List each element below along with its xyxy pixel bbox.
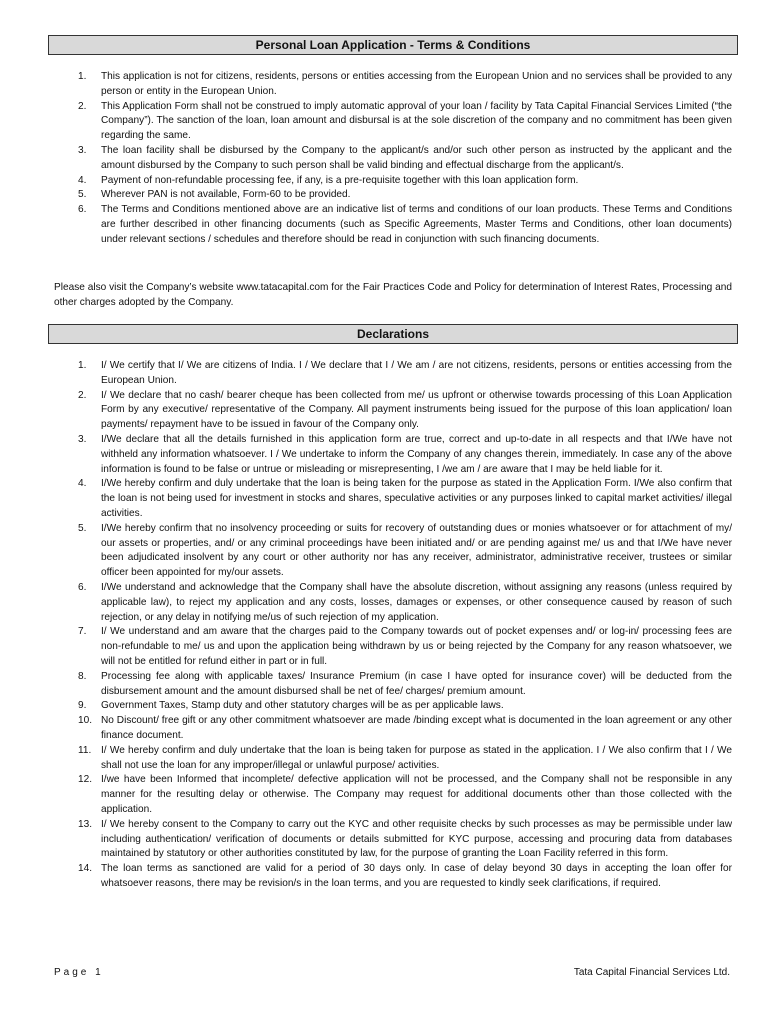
list-item-number: 5. [78,522,87,534]
list-item-text: Government Taxes, Stamp duty and other statutory charges will be as per applicable laws. [101,700,504,712]
list-item [54,581,732,625]
declarations-list [54,359,732,892]
list-item [54,70,732,100]
list-item-text: I/We understand and acknowledge that the Company shall have the absolute discretion, without assigning any reasons (unless required by applicable law), to reject my application and any costs, losses, damages or expenses, or other consequence caused by reason of such rejection, or any delay in notifying me/us of such rejection of my application. [101,581,732,623]
list-item [54,862,732,892]
list-item-number: 8. [78,670,87,682]
list-item [54,188,732,203]
list-item-text: The Terms and Conditions mentioned above are an indicative list of terms and conditions of our loan products. These Terms and Conditions are further described in other financing documents (such as Specific Agreements, Master Terms and Conditions, other loan documents) under relevant sections / schedules and therefore should be read in conjunction with such financing documents. [101,204,732,245]
list-item-text: I/ We hereby consent to the Company to carry out the KYC and other requisite checks by such processes as may be permissible under law including authentication/ verification of documents or details submitted for KYC purpose, accessing and procuring data from databases maintained by statutory or other authorities constituted by law, for the purpose of granting the Loan Facility referred in this form. [101,818,732,860]
list-item [54,359,732,389]
list-item-text: No Discount/ free gift or any other commitment whatsoever are made /binding except what is documented in the loan agreement or any other finance document. [101,715,732,741]
terms-section-title: Personal Loan Application - Terms & Conditions [48,35,738,55]
list-item-number: 11. [78,744,92,756]
list-item-number: 2. [78,100,87,112]
list-item-text: Wherever PAN is not available, Form-60 to be provided. [101,189,351,201]
list-item-text: I/ We understand and am aware that the charges paid to the Company towards out of pocket expenses and/ or log-in/ processing fees are non-refundable to me/ us and upon the application being withdrawn by us or being rejected by the Company for any reason whatsoever, we will not be entitled for refund either in part or in full. [101,626,732,667]
list-item-text: I/ We certify that I/ We are citizens of India. I / We declare that I / We am / are not citizens, residents, persons or entities accessing from the European Union. [101,360,732,386]
list-item [54,744,732,774]
list-item-number: 3. [78,144,87,156]
list-item-text: This application is not for citizens, residents, persons or entities accessing from the European Union and no services shall be provided to any person or entity in the European Union. [101,71,732,97]
list-item [54,203,732,247]
list-item [54,670,732,700]
list-item-text: I/We hereby confirm and duly undertake that the loan is being taken for the purpose as stated in the Application Form. I/We also confirm that the loan is not being used for investment in stocks and shares, speculative activities or any purposes linked to capital market activities/ illegal activities. [101,478,732,519]
list-item-number: 12. [78,774,93,786]
list-item [54,144,732,174]
list-item [54,522,732,581]
list-item [54,818,732,862]
list-item-number: 13. [78,818,93,830]
list-item-number: 3. [78,433,87,445]
footer-company-name: Tata Capital Financial Services Ltd. [573,967,730,978]
list-item-text: I/we have been Informed that incomplete/ defective application will not be processed, and the Company shall not be responsible in any manner for the resulting delay or otherwise. The Company may request for additional documents other than those collected with the application. [101,774,732,815]
list-item-text: Payment of non-refundable processing fee, if any, is a pre-requisite together with this loan application form. [101,174,579,186]
list-item [54,699,732,714]
list-item-number: 9. [78,700,87,712]
list-item-text: This Application Form shall not be construed to imply automatic approval of your loan / facility by Tata Capital Financial Services Limited (“the Company”). The sanction of the loan, loan amount and disbursal is at the sole discretion of the company and no commitment has been given regarding the same. [101,100,732,142]
list-item [54,773,732,817]
list-item-number: 1. [78,71,87,82]
list-item [54,389,732,433]
list-item-text: The loan facility shall be disbursed by the Company to the applicant/s and/or such other person as instructed by the applicant and the amount disbursed by the Company to such person shall be valid binding and effectual discharge from the applicant/s. [101,144,732,171]
terms-list [54,70,732,248]
declarations-section-title: Declarations [48,324,738,344]
list-item-number: 4. [78,478,87,490]
list-item [54,433,732,477]
list-item-number: 5. [78,189,87,201]
list-item-text: The loan terms as sanctioned are valid for a period of 30 days only. In case of delay beyond 30 days in accepting the loan offer for whatsoever reasons, there may be revision/s in the loan terms, and you are requested to kindly seek clarifications, if required. [101,863,732,889]
list-item-number: 10. [78,715,93,727]
list-item-text: I/We hereby confirm that no insolvency proceeding or suits for recovery of outstanding dues or monies whatsoever or for attachment of my/ our assets or properties, and/ or any criminal proceedings have been initiated and/ or are pending against me/ us and that I/We have never been adjudicated insolvent by any court or other authority nor has any receiver, administrator, administrative receiver, trustees or similar officer been appointed for my/our assets. [101,522,732,579]
list-item-text: Processing fee along with applicable taxes/ Insurance Premium (in case I have opted for insurance cover) will be deducted from the disbursement amount and the amount disbursed shall be net of fee/ charges/ premium amount. [101,670,732,697]
list-item [54,100,732,144]
list-item-text: I/We declare that all the details furnished in this application form are true, correct and up-to-date in all respects and that I/We have not withheld any information whatsoever. I / We undertake to inform the Company of any changes therein, immediately. In case any of the above information is found to be false or untrue or misleading or misrepresenting, I /we am / are aware that I may be held liable for it. [101,433,732,475]
list-item-text: I/ We declare that no cash/ bearer cheque has been collected from me/ us upfront or otherwise towards processing of this Loan Application Form by any executive/ representative of the Company. All payment instruments being issued for the purpose of this loan application/ loan payments/ repayment have to be issued in favour of the Company only. [101,389,732,431]
list-item-number: 14. [78,863,93,875]
list-item [54,714,732,744]
list-item-number: 7. [78,626,87,638]
terms-website-note: Please also visit the Company’s website www.tatacapital.com for the Fair Practices Code and Policy for determination of Interest Rates, Processing and other charges adopted by the Company. [54,282,732,308]
list-item-number: 6. [78,204,87,216]
list-item [54,625,732,669]
page-number: Page 1 [54,967,104,978]
list-item-text: I/ We hereby confirm and duly undertake that the loan is being taken for purpose as stated in the application. I / We also confirm that I / We shall not use the loan for any improper/illegal or unlawful purpose/ activities. [101,744,732,771]
list-item [54,477,732,521]
list-item-number: 6. [78,581,87,593]
list-item [54,174,732,189]
list-item-number: 1. [78,360,87,371]
list-item-number: 2. [78,389,87,401]
list-item-number: 4. [78,174,87,186]
